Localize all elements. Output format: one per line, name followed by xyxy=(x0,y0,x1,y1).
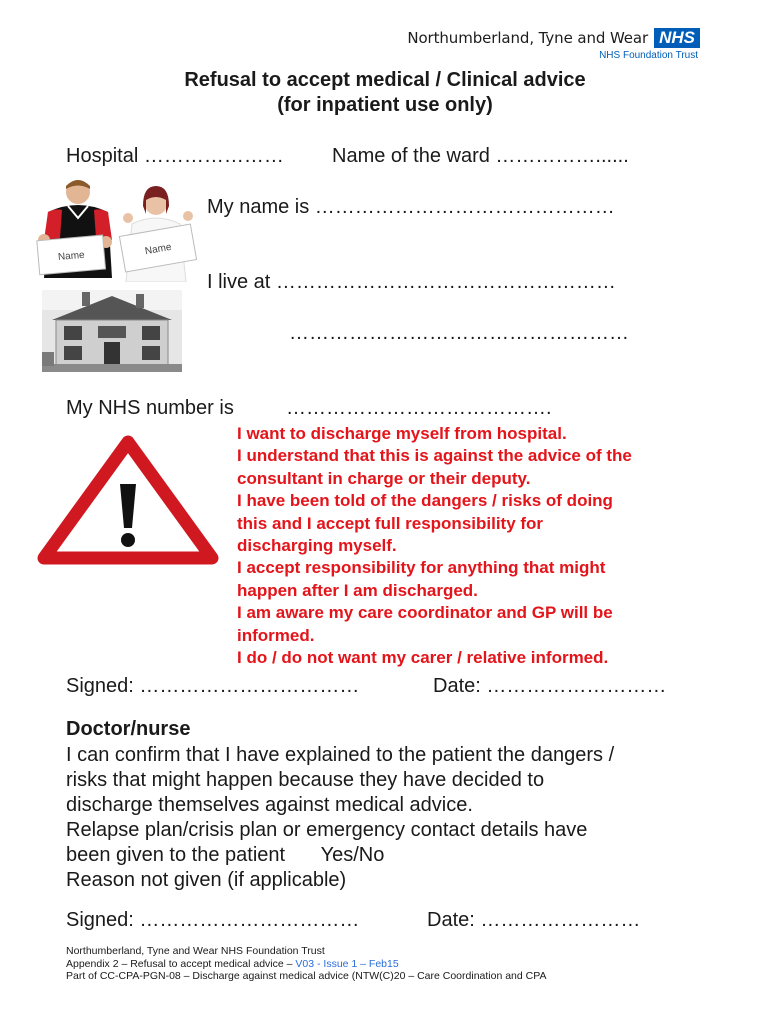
footer-appendix-text: Appendix 2 – Refusal to accept medical advice – xyxy=(66,957,293,970)
declaration-line: I have been told of the dangers / risks of doing xyxy=(237,491,613,511)
house-image xyxy=(42,290,182,372)
address-field-line-2[interactable]: …………………………………………… xyxy=(289,322,629,344)
patient-signed-field[interactable]: Signed: …………………………… xyxy=(66,675,360,697)
declaration-line: I want to discharge myself from hospital. xyxy=(237,424,567,443)
confirmation-line: discharge themselves against medical advice. xyxy=(66,794,473,816)
my-name-field[interactable]: My name is ……………………………………… xyxy=(207,196,615,218)
warning-sign xyxy=(36,434,220,566)
footer-appendix xyxy=(66,958,546,971)
declaration-line: informed. xyxy=(237,625,315,645)
title-line-2: (for inpatient use only) xyxy=(277,94,493,116)
footer-trust: Northumberland, Tyne and Wear NHS Foundation Trust xyxy=(66,945,325,957)
discharge-declaration xyxy=(237,423,632,669)
name-card-text-2: Name xyxy=(144,241,173,258)
nhs-mark: NHS xyxy=(654,28,700,48)
footer-version: V03 - Issue 1 – Feb15 xyxy=(295,957,399,970)
declaration-line: I understand that this is against the advice of the xyxy=(237,446,632,466)
declaration-line: I am aware my care coordinator and GP will be xyxy=(237,603,613,623)
given-to-patient-line xyxy=(66,843,614,868)
address-field-line-1[interactable]: I live at …………………………………………… xyxy=(207,271,616,293)
patient-date-field[interactable]: Date: ……………………… xyxy=(433,675,667,697)
nhs-number-field[interactable]: …………………………………. xyxy=(286,397,552,419)
footer xyxy=(66,945,546,983)
trust-subtitle: NHS Foundation Trust xyxy=(599,50,698,61)
name-card-text-1: Name xyxy=(57,249,86,264)
declaration-line: discharging myself. xyxy=(237,536,397,556)
trust-name: Northumberland, Tyne and Wear xyxy=(407,29,649,47)
hospital-field[interactable]: Hospital ………………… xyxy=(66,145,284,167)
confirmation-line: I can confirm that I have explained to the patient the dangers / xyxy=(66,744,615,766)
warning-icon xyxy=(36,434,220,566)
declaration-line: happen after I am discharged. xyxy=(237,580,478,600)
doctor-nurse-heading: Doctor/nurse xyxy=(66,718,191,740)
page-title xyxy=(0,68,770,118)
given-to-patient-text: been given to the patient xyxy=(66,844,286,866)
ward-field[interactable]: Name of the ward ……………...... xyxy=(332,145,629,167)
declaration-line: this and I accept full responsibility for xyxy=(237,513,544,533)
reason-not-given[interactable]: Reason not given (if applicable) xyxy=(66,869,347,891)
nhs-number-label: My NHS number is xyxy=(66,397,234,419)
yes-no-choice[interactable]: Yes/No xyxy=(320,844,385,866)
doctor-signed-field[interactable]: Signed: …………………………… xyxy=(66,909,360,931)
nhs-logo xyxy=(407,28,700,61)
doctor-date-field[interactable]: Date: …………………… xyxy=(427,909,641,931)
confirmation-line: Relapse plan/crisis plan or emergency contact details have xyxy=(66,819,588,841)
confirmation-line: risks that might happen because they have decided to xyxy=(66,769,545,791)
title-line-1: Refusal to accept medical / Clinical advice xyxy=(184,69,586,91)
people-name-cards-image xyxy=(22,178,212,282)
footer-policy: Part of CC-CPA-PGN-08 – Discharge against medical advice (NTW(C)20 – Care Coordination and CPA xyxy=(66,970,547,982)
declaration-line: I accept responsibility for anything that might xyxy=(237,558,606,578)
declaration-line: I do / do not want my carer / relative informed. xyxy=(237,648,609,668)
doctor-confirmation xyxy=(66,743,614,893)
declaration-line: consultant in charge or their deputy. xyxy=(237,468,531,488)
